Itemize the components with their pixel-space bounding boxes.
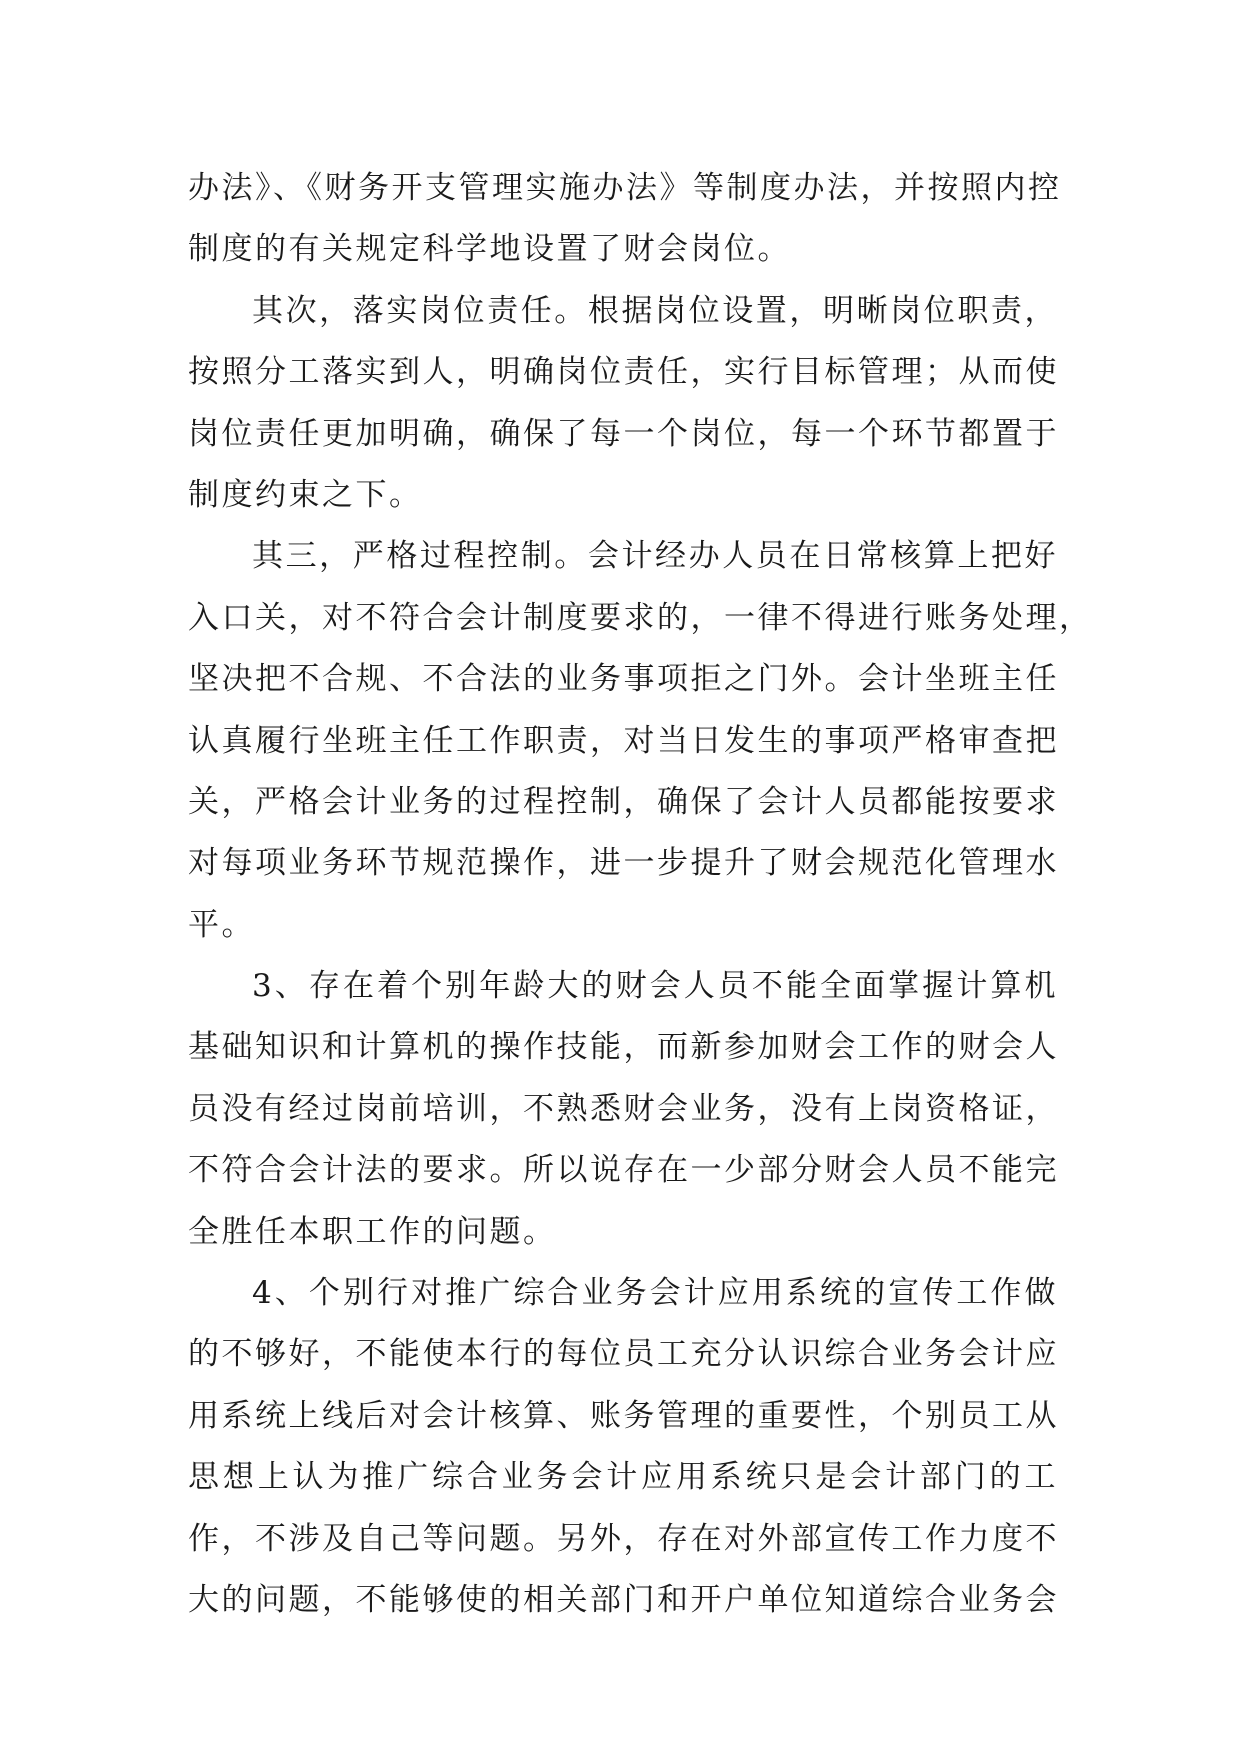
- text-line: 关，严格会计业务的过程控制，确保了会计人员都能按要求: [188, 783, 1059, 820]
- text-line: 岗位责任更加明确，确保了每一个岗位，每一个环节都置于: [188, 415, 1059, 452]
- text-line: 全胜任本职工作的问题。: [188, 1213, 557, 1250]
- text-line: 不符合会计法的要求。所以说存在一少部分财会人员不能完: [188, 1152, 1059, 1189]
- text-line: 其三，严格过程控制。会计经办人员在日常核算上把好: [252, 538, 1058, 575]
- paragraph-5: [188, 1263, 1058, 1631]
- text-line: 制度约束之下。: [188, 476, 423, 513]
- text-line: 作，不涉及自己等问题。另外，存在对外部宣传工作力度不: [188, 1520, 1059, 1557]
- text-line: 员没有经过岗前培训，不熟悉财会业务，没有上岗资格证，: [188, 1090, 1059, 1127]
- text-line: 平。: [188, 906, 255, 943]
- paragraph-2: [188, 281, 1058, 527]
- text-line: 3、存在着个别年龄大的财会人员不能全面掌握计算机: [252, 968, 1058, 1005]
- text-line: 基础知识和计算机的操作技能，而新参加财会工作的财会人: [188, 1029, 1059, 1066]
- text-line: 认真履行坐班主任工作职责，对当日发生的事项严格审查把: [188, 722, 1059, 759]
- text-line: 其次，落实岗位责任。根据岗位设置，明晰岗位职责，: [252, 292, 1058, 329]
- text-line: 入口关，对不符合会计制度要求的，一律不得进行账务处理，: [188, 599, 1093, 636]
- text-line: 坚决把不合规、不合法的业务事项拒之门外。会计坐班主任: [188, 661, 1059, 698]
- text-line: 对每项业务环节规范操作，进一步提升了财会规范化管理水: [188, 845, 1059, 882]
- text-line: 办法》、《财务开支管理实施办法》等制度办法，并按照内控: [188, 170, 1062, 206]
- paragraph-1: [188, 158, 1062, 281]
- text-line: 按照分工落实到人，明确岗位责任，实行目标管理；从而使: [188, 354, 1059, 391]
- text-line: 思想上认为推广综合业务会计应用系统只是会计部门的工: [188, 1459, 1058, 1496]
- paragraph-3: [188, 526, 1093, 956]
- text-line: 大的问题，不能够使的相关部门和开户单位知道综合业务会: [188, 1581, 1059, 1618]
- text-line: 的不够好，不能使本行的每位员工充分认识综合业务会计应: [188, 1336, 1059, 1373]
- document-body: [188, 158, 1093, 1631]
- paragraph-4: [188, 956, 1058, 1263]
- text-line: 用系统上线后对会计核算、账务管理的重要性，个别员工从: [188, 1397, 1059, 1434]
- text-line: 制度的有关规定科学地设置了财会岗位。: [188, 231, 791, 268]
- text-line: 4、个别行对推广综合业务会计应用系统的宣传工作做: [252, 1275, 1058, 1312]
